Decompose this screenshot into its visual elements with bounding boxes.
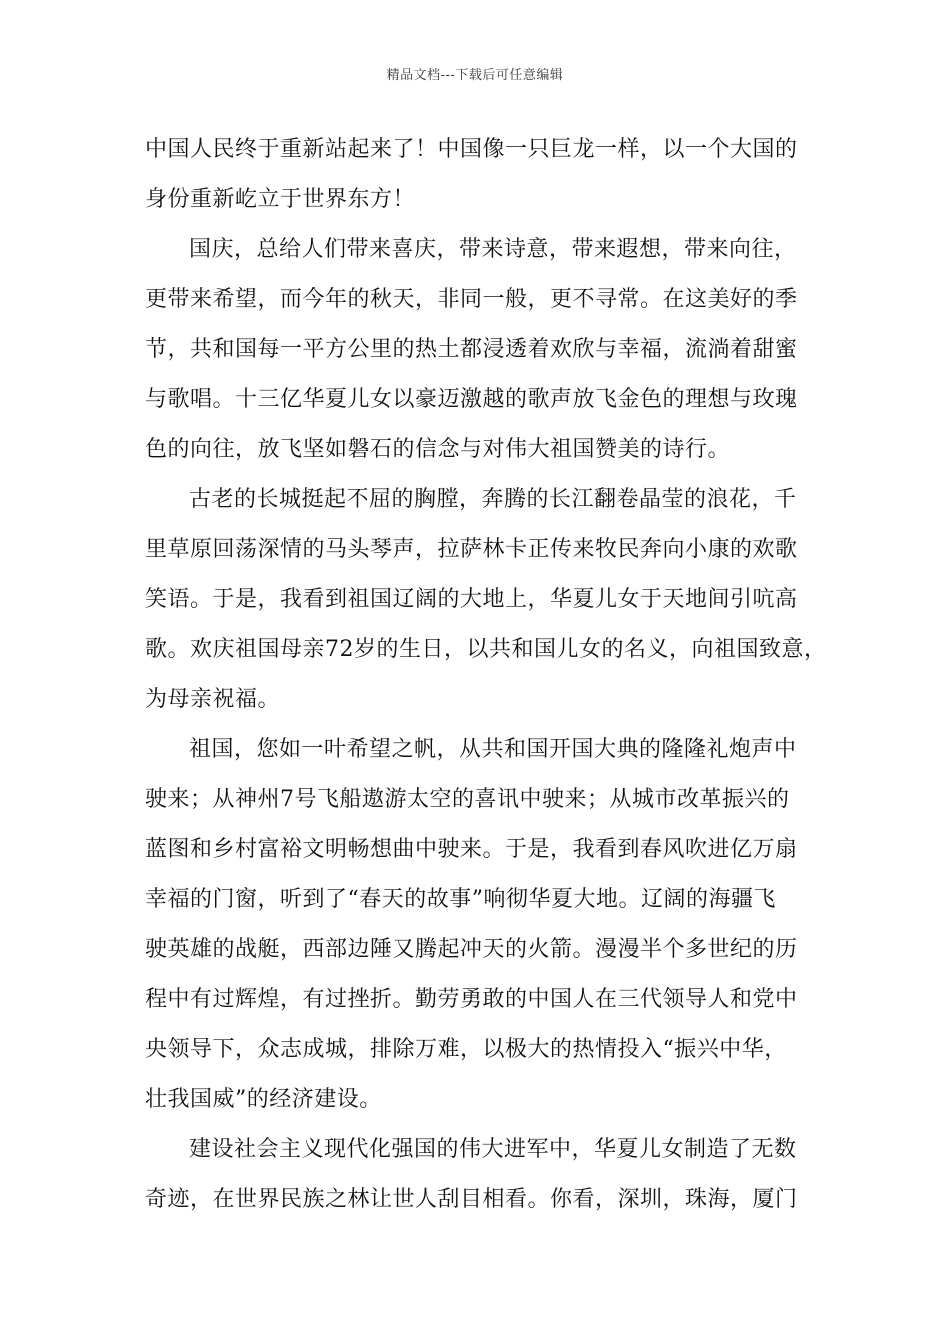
text-line: 笑语。于是，我看到祖国辽阔的大地上，华夏儿女于天地间引吭高 [145, 587, 798, 612]
text-line: 祖国，您如一叶希望之帆，从共和国开国大典的隆隆礼炮声中 [189, 737, 797, 762]
text-line: 歌。欢庆祖国母亲72岁的生日，以共和国儿女的名义，向祖国致意， [145, 637, 827, 662]
text-line: 更带来希望，而今年的秋天，非同一般，更不寻常。在这美好的季 [145, 287, 798, 312]
text-line: 蓝图和乡村富裕文明畅想曲中驶来。于是，我看到春风吹进亿万扇 [145, 837, 798, 862]
text-line: 程中有过辉煌，有过挫折。勤劳勇敢的中国人在三代领导人和党中 [145, 987, 798, 1012]
document-body [145, 130, 825, 1230]
text-line: 里草原回荡深情的马头琴声，拉萨林卡正传来牧民奔向小康的欢歌 [145, 537, 798, 562]
text-line: 节，共和国每一平方公里的热土都浸透着欢欣与幸福，流淌着甜蜜 [145, 337, 798, 362]
text-line: 为母亲祝福。 [145, 687, 281, 712]
text-line: 古老的长城挺起不屈的胸膛，奔腾的长江翻卷晶莹的浪花，千 [189, 487, 797, 512]
text-line: 驶英雄的战艇，西部边陲又腾起冲天的火箭。漫漫半个多世纪的历 [145, 937, 798, 962]
page-header: 精品文档---下载后可任意编辑 [386, 68, 564, 83]
text-line: 驶来；从神州7号飞船遨游太空的喜讯中驶来；从城市改革振兴的 [145, 787, 790, 812]
text-line: 国庆，总给人们带来喜庆，带来诗意，带来遐想，带来向往， [189, 237, 797, 262]
text-line: 建设社会主义现代化强国的伟大进军中，华夏儿女制造了无数 [189, 1137, 797, 1162]
text-line: 中国人民终于重新站起来了！中国像一只巨龙一样，以一个大国的 [145, 137, 798, 162]
text-line: 色的向往，放飞坚如磐石的信念与对伟大祖国赞美的诗行。 [145, 437, 731, 462]
text-line: 央领导下，众志成城，排除万难，以极大的热情投入“振兴中华， [145, 1037, 787, 1062]
text-line: 身份重新屹立于世界东方！ [145, 187, 416, 212]
text-line: 与歌唱。十三亿华夏儿女以豪迈激越的歌声放飞金色的理想与玫瑰 [145, 387, 798, 412]
text-line: 壮我国威”的经济建设。 [145, 1087, 382, 1112]
text-line: 奇迹，在世界民族之林让世人刮目相看。你看，深圳，珠海，厦门 [145, 1187, 798, 1212]
text-line: 幸福的门窗，听到了“春天的故事”响彻华夏大地。辽阔的海疆飞 [145, 887, 776, 912]
